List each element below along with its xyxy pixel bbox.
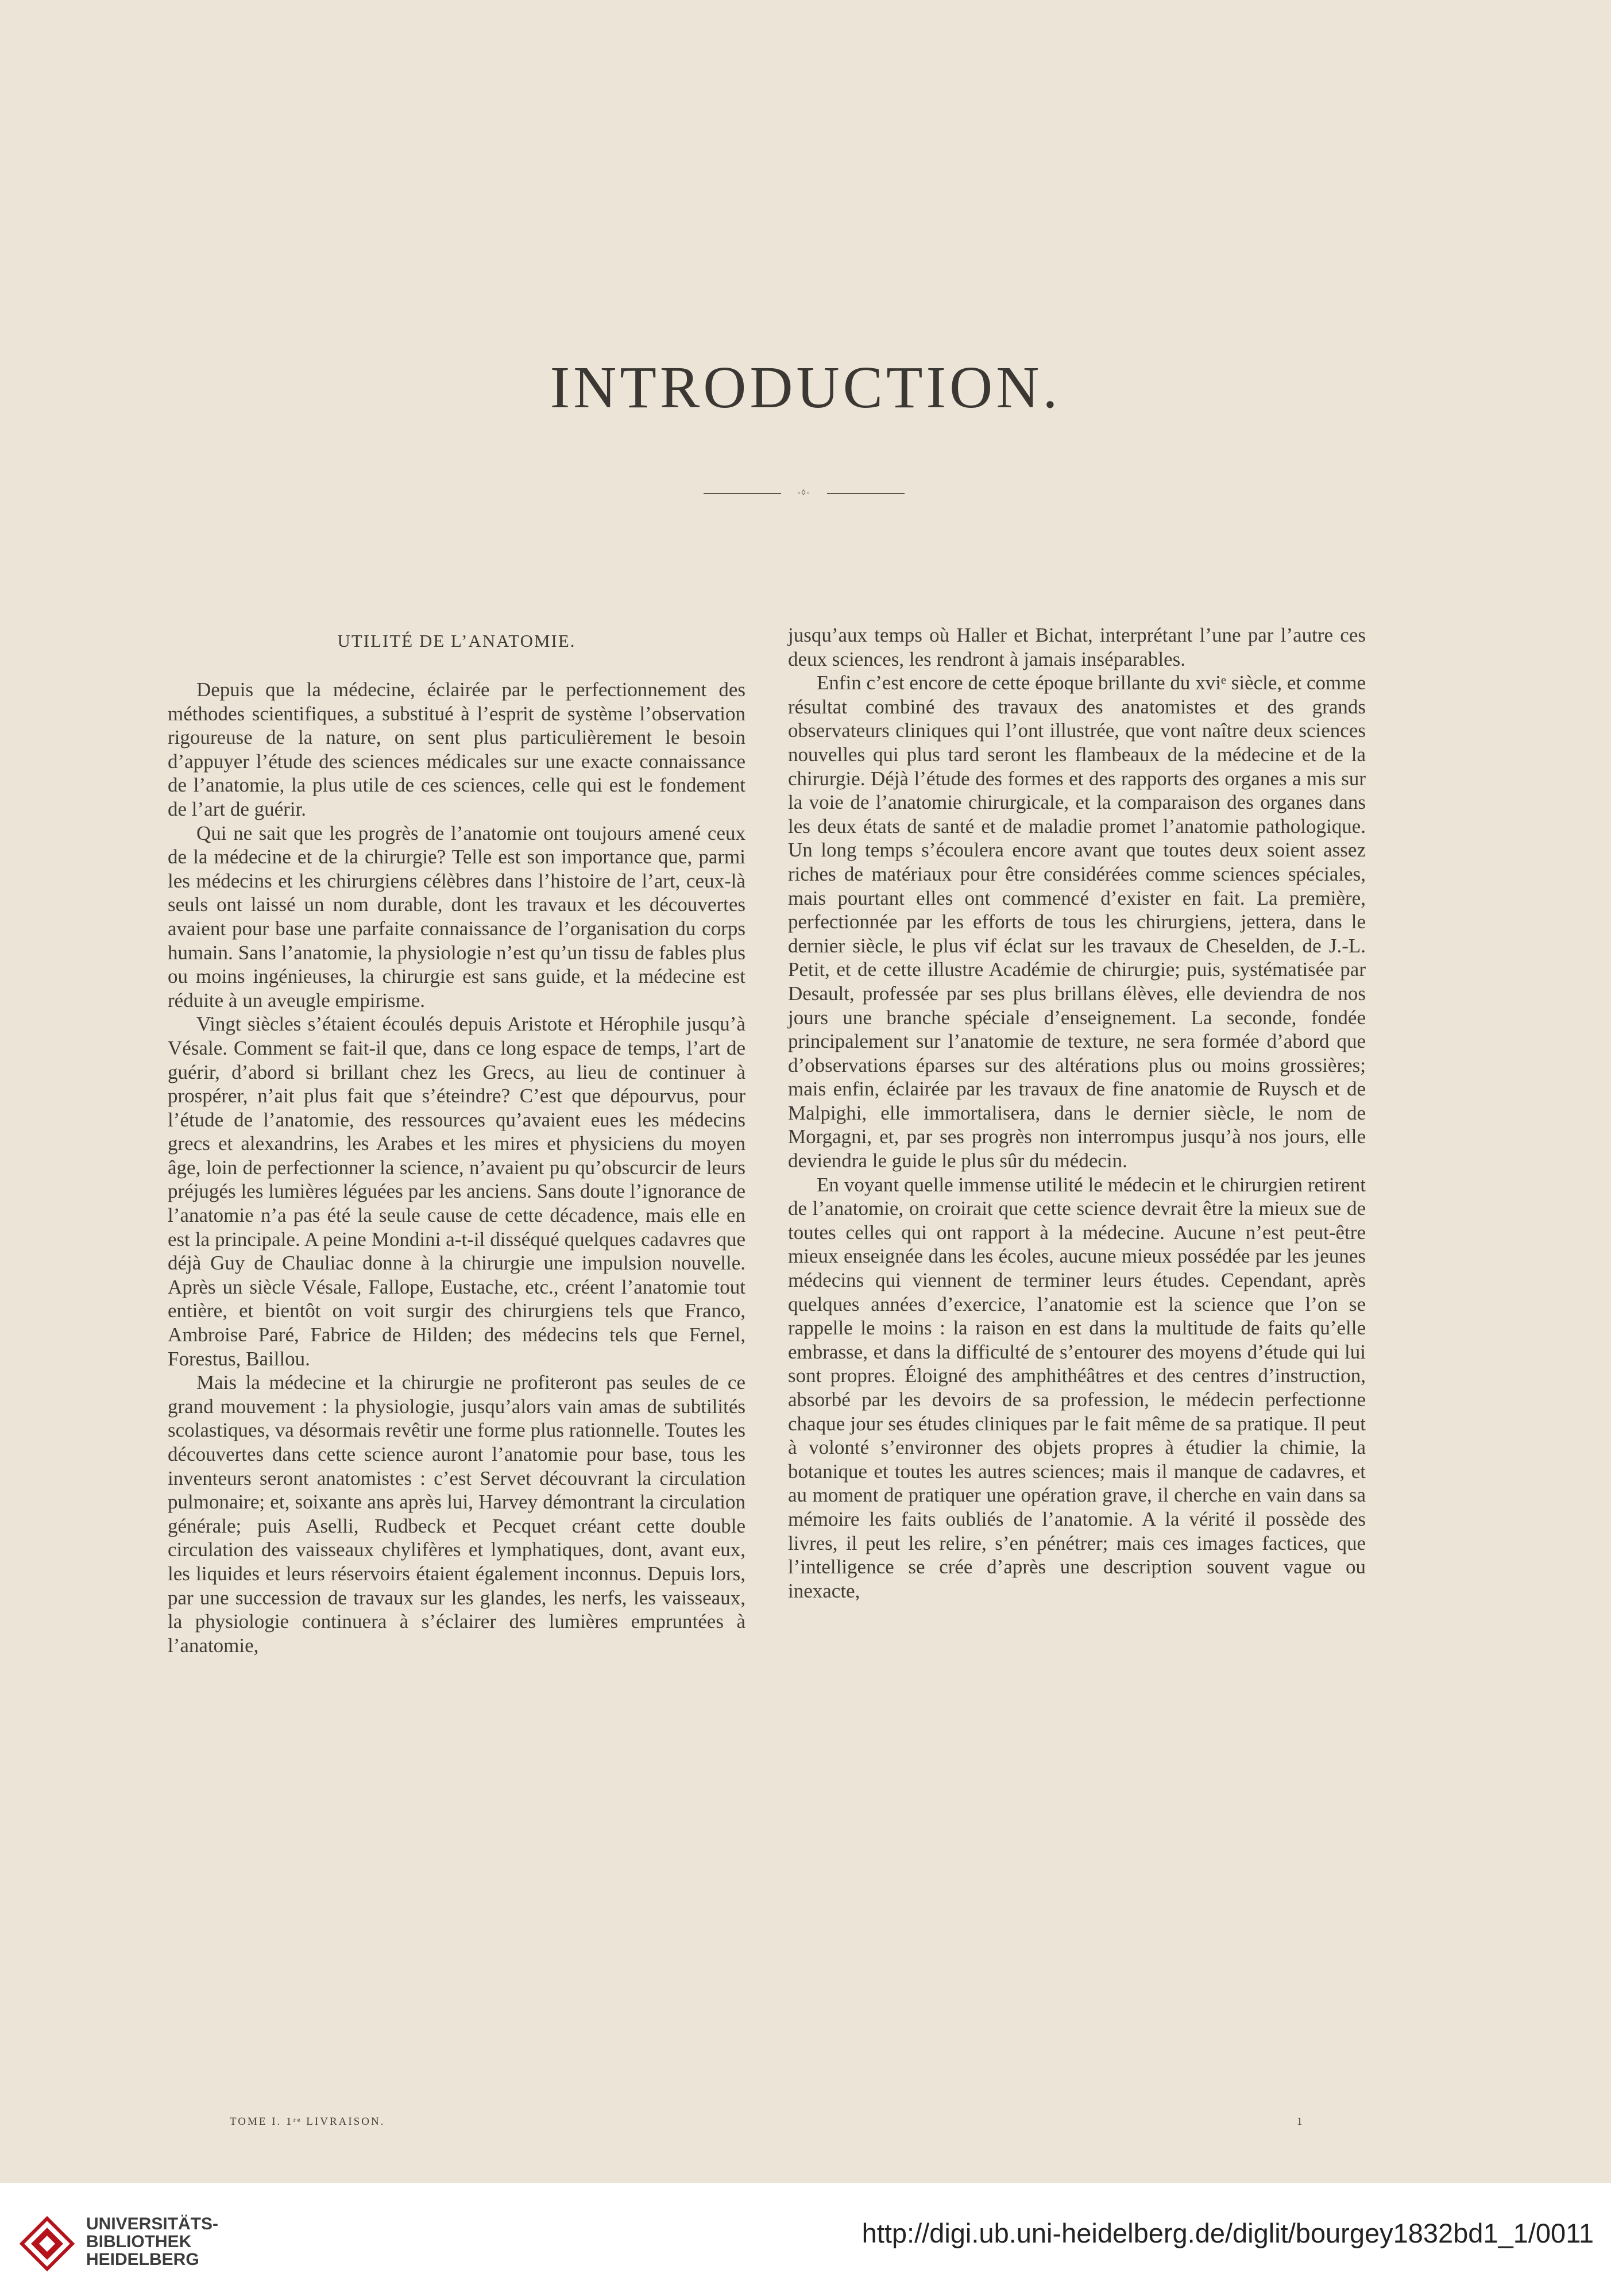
title-ornament: [704, 489, 905, 497]
paragraph: Qui ne sait que les progrès de l’anatomie ont toujours amené ceux de la médecine et de la chirurgie? Telle est son importance que, parmi les médecins et les chirurgiens célèbres dans l’histoire de l’art, ceux-là seuls ont laissé un nom durable, dont les travaux et les découvertes avaient pour base une parfaite connaissance de l’organisation du corps humain. Sans l’anatomie, la physiologie n’est qu’un tissu de fables plus ou moins ingénieuses, la chirurgie est sans guide, et la médecine est réduite à un aveugle empirisme.: [168, 821, 745, 1012]
library-name-line: HEIDELBERG: [86, 2250, 199, 2269]
permalink-url[interactable]: http://digi.ub.uni-heidelberg.de/diglit/bourgey1832bd1_1/0011: [861, 2218, 1594, 2248]
paragraph: Depuis que la médecine, éclairée par le perfectionnement des méthodes scientifiques, a substitué à l’esprit de système l’observation rigoureuse de la nature, on sent plus particulièrement le besoin d’appuyer l’étude des sciences médicales sur une exacte connaissance de l’anatomie, la plus utile de ces sciences, celle qui est le fondement de l’art de guérir.: [168, 678, 745, 820]
page-title: INTRODUCTION.: [550, 354, 1061, 420]
library-name: [86, 2215, 218, 2268]
left-column: [168, 623, 745, 1657]
paragraph: Vingt siècles s’étaient écoulés depuis Aristote et Hérophile jusqu’à Vésale. Comment se fait-il que, dans ce long espace de temps, l’art de guérir, d’abord si brillant chez les Grecs, au lieu de continuer à prospérer, n’ait plus fait que s’éteindre? C’est que dépourvus, pour l’étude de l’anatomie, des ressources qu’avaient eues les médecins grecs et alexandrins, les Arabes et les mires et physiciens du moyen âge, loin de perfectionner la science, n’avaient pu qu’obscurcir de leurs préjugés les lumières léguées par les anciens. Sans doute l’ignorance de l’anatomie n’a pas été la seule cause de cette décadence, mais elle en est la principale. A peine Mondini a-t-il disséqué quelques cadavres que déjà Guy de Chauliac donne à la chirurgie une impulsion nouvelle. Après un siècle Vésale, Fallope, Eustache, etc., créent l’anatomie tout entière, et bientôt on voit surgir des chirurgiens tels que Franco, Ambroise Paré, Fabrice de Hilden; des médecins tels que Fernel, Forestus, Baillou.: [168, 1013, 745, 1370]
library-name-line: UNIVERSITÄTS-: [86, 2214, 219, 2233]
paragraph-continuation: jusqu’aux temps où Haller et Bichat, interprétant l’une par l’autre ces deux sciences, les rendront à jamais inséparables.: [788, 624, 1366, 670]
library-footer-bar: [0, 2183, 1611, 2296]
volume-signature: TOME I. 1ʳᵉ LIVRAISON.: [230, 2116, 385, 2128]
paragraph: Mais la médecine et la chirurgie ne profiteront pas seules de ce grand mouvement : la physiologie, jusqu’alors vain amas de subtilités scolastiques, va désormais revêtir une forme plus rationnelle. Toutes les découvertes dans cette science auront l’anatomie pour base, tous les inventeurs seront anatomistes : c’est Servet découvrant la circulation pulmonaire; et, soixante ans après lui, Harvey démontrant la circulation générale; puis Aselli, Rudbeck et Pecquet créant cette double circulation des vaisseaux chylifères et lymphatiques, dont, avant eux, les liquides et leurs réservoirs étaient également inconnus. Depuis lors, par une succession de travaux sur les glandes, les nerfs, les vaisseaux, la physiologie continuera à s’éclairer des lumières empruntées à l’anatomie,: [168, 1371, 745, 1657]
ornament-center: ◦◊◦: [797, 489, 811, 497]
section-heading: UTILITÉ DE L’ANATOMIE.: [337, 631, 576, 651]
paragraph: Enfin c’est encore de cette époque brillante du xviᵉ siècle, et comme résultat combiné des travaux des anatomistes et des grands observateurs cliniques qui l’ont illustrée, que vont naître deux sciences nouvelles qui plus tard seront les flambeaux de la médecine et de la chirurgie. Déjà l’étude des formes et des rapports des organes a mis sur la voie de l’anatomie chirurgicale, et la comparaison des organes dans les deux états de santé et de maladie promet l’anatomie pathologique. Un long temps s’écoulera encore avant que toutes deux soient assez riches de matériaux pour être considérées comme sciences spéciales, mais pourtant elles ont commencé d’exister en fait. La première, perfectionnée par les efforts de tous les chirurgiens, jettera, dans le dernier siècle, le plus vif éclat sur les travaux de Cheselden, de J.-L. Petit, et de cette illustre Académie de chirurgie; puis, systématisée par Desault, professée par ses plus brillans élèves, elle deviendra de nos jours une branche spéciale d’enseignement. La seconde, fondée principalement sur l’anatomie de texture, ne sera formée d’abord que d’observations éparses sur des altérations plus ou moins grossières; mais enfin, éclairée par les travaux de fine anatomie de Ruysch et de Malpighi, elle immortalisera, dans le dernier siècle, le nom de Morgagni, et, par ses progrès non interrompus jusqu’à nos jours, elle deviendra le guide le plus sûr du médecin.: [788, 672, 1366, 1172]
page-number: 1: [1297, 2116, 1304, 2128]
paragraph: En voyant quelle immense utilité le médecin et le chirurgien retirent de l’anatomie, on croirait que cette science devrait être la mieux sue de toutes celles qui ont rapport à la médecine. Aucune n’est peut-être mieux enseignée dans les écoles, aucune mieux possédée par les jeunes médecins qui viennent de terminer leurs études. Cependant, après quelques années d’exercice, l’anatomie est la science que l’on se rappelle le moins : la raison en est dans la multitude de faits qu’elle embrasse, et dans la difficulté de s’entourer des moyens d’étude qui lui sont propres. Éloigné des amphithéâtres et des centres d’instruction, absorbé par les devoirs de sa profession, le médecin perfectionne chaque jour ses études cliniques par le fait même de sa pratique. Il peut à volonté s’environner des objets propres à étudier la chimie, la botanique et toutes les autres sciences; mais il manque de cadavres, et au moment de pratiquer une opération grave, il cherche en vain dans sa mémoire les faits oubliés de l’anatomie. A la vérité il possède des livres, il peut les relire, s’en pénétrer; mais ces images factices, que l’intelligence se crée d’après une description souvent vague ou inexacte,: [788, 1173, 1366, 1602]
university-library-logo-icon: [18, 2215, 76, 2272]
ornament-rule-right: [827, 493, 905, 494]
library-name-line: BIBLIOTHEK: [86, 2232, 192, 2251]
ornament-rule-left: [704, 493, 781, 494]
right-column: [788, 623, 1366, 1603]
